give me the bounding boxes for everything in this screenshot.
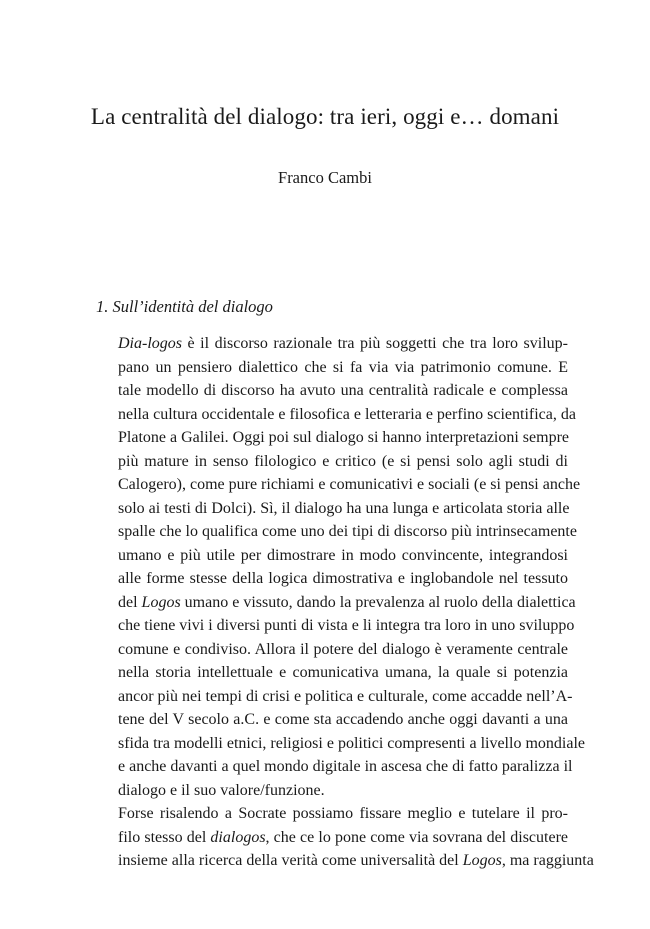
text-line: spalle che lo qualifica come uno dei tipi di discorso più intrinsecamente (118, 523, 577, 540)
emphasis: Dia-logos (118, 335, 182, 352)
text-span: insieme alla ricerca della verità come universalità del (118, 852, 463, 869)
text-line (96, 849, 594, 873)
text-line: Forse risalendo a Socrate possiamo fissare meglio e tutelare il pro- (118, 805, 568, 822)
text-line: e anche davanti a quel mondo digitale in ascesa che di fatto paralizza il (118, 758, 573, 775)
emphasis: dialogos (210, 828, 266, 846)
text-line (96, 332, 568, 356)
text-line: nella storia intellettuale e comunicativa umana, la quale si potenzia (118, 664, 568, 681)
paragraph (96, 332, 585, 802)
text-span: filo stesso del (118, 828, 211, 846)
author-name: Franco Cambi (278, 168, 372, 187)
emphasis: Logos (462, 852, 502, 869)
text-line: pano un pensiero dialettico che si fa via via patrimonio comune. E (118, 358, 568, 376)
text-span: , che ce lo pone come via sovrana del discutere (265, 828, 569, 846)
text-line (96, 826, 568, 850)
text-line: dialogo e il suo valore/funzione. (118, 781, 325, 799)
text-line: umano e più utile per dimostrare in modo convincente, integrandosi (118, 546, 568, 564)
text-span: è il discorso razionale tra più soggetti che tra loro svilup- (182, 335, 568, 352)
text-line: sfida tra modelli etnici, religiosi e politici compresenti a livello mondiale (118, 734, 585, 752)
text-line (96, 591, 576, 615)
text-line: più mature in senso filologico e critico (e si pensi solo agli studi di (118, 452, 568, 470)
text-line: Platone a Galilei. Oggi poi sul dialogo si hanno interpretazioni sempre (118, 429, 570, 446)
text-line: tale modello di discorso ha avuto una centralità radicale e complessa (118, 382, 568, 399)
text-line: nella cultura occidentale e filosofica e letteraria e perfino scientifica, da (118, 405, 576, 423)
text-line: comune e condiviso. Allora il potere del dialogo è veramente centrale (118, 640, 568, 658)
paragraph (96, 802, 594, 873)
body-text (96, 332, 594, 873)
text-line: tene del V secolo a.C. e come sta accadendo anche oggi davanti a una (118, 711, 568, 728)
text-span: umano e vissuto, dando la prevalenza al ruolo della dialettica (180, 593, 576, 611)
chapter-title: La centralità del dialogo: tra ieri, oggi e… domani (90, 104, 560, 129)
section-heading: 1. Sull’identità del dialogo (96, 297, 273, 316)
emphasis: Logos (141, 593, 181, 611)
text-line: che tiene vivi i diversi punti di vista e li integra tra loro in uno sviluppo (118, 617, 575, 634)
text-span: del (118, 593, 142, 611)
text-line: ancor più nei tempi di crisi e politica e culturale, come accadde nell’A- (118, 687, 573, 705)
text-span: , ma raggiunta (501, 852, 594, 869)
text-line: Calogero), come pure richiami e comunicativi e sociali (e si pensi anche (118, 476, 581, 493)
text-line: alle forme stesse della logica dimostrativa e inglobandole nel tessuto (118, 570, 568, 587)
text-line: solo ai testi di Dolci). Sì, il dialogo ha una lunga e articolata storia alle (118, 499, 570, 517)
